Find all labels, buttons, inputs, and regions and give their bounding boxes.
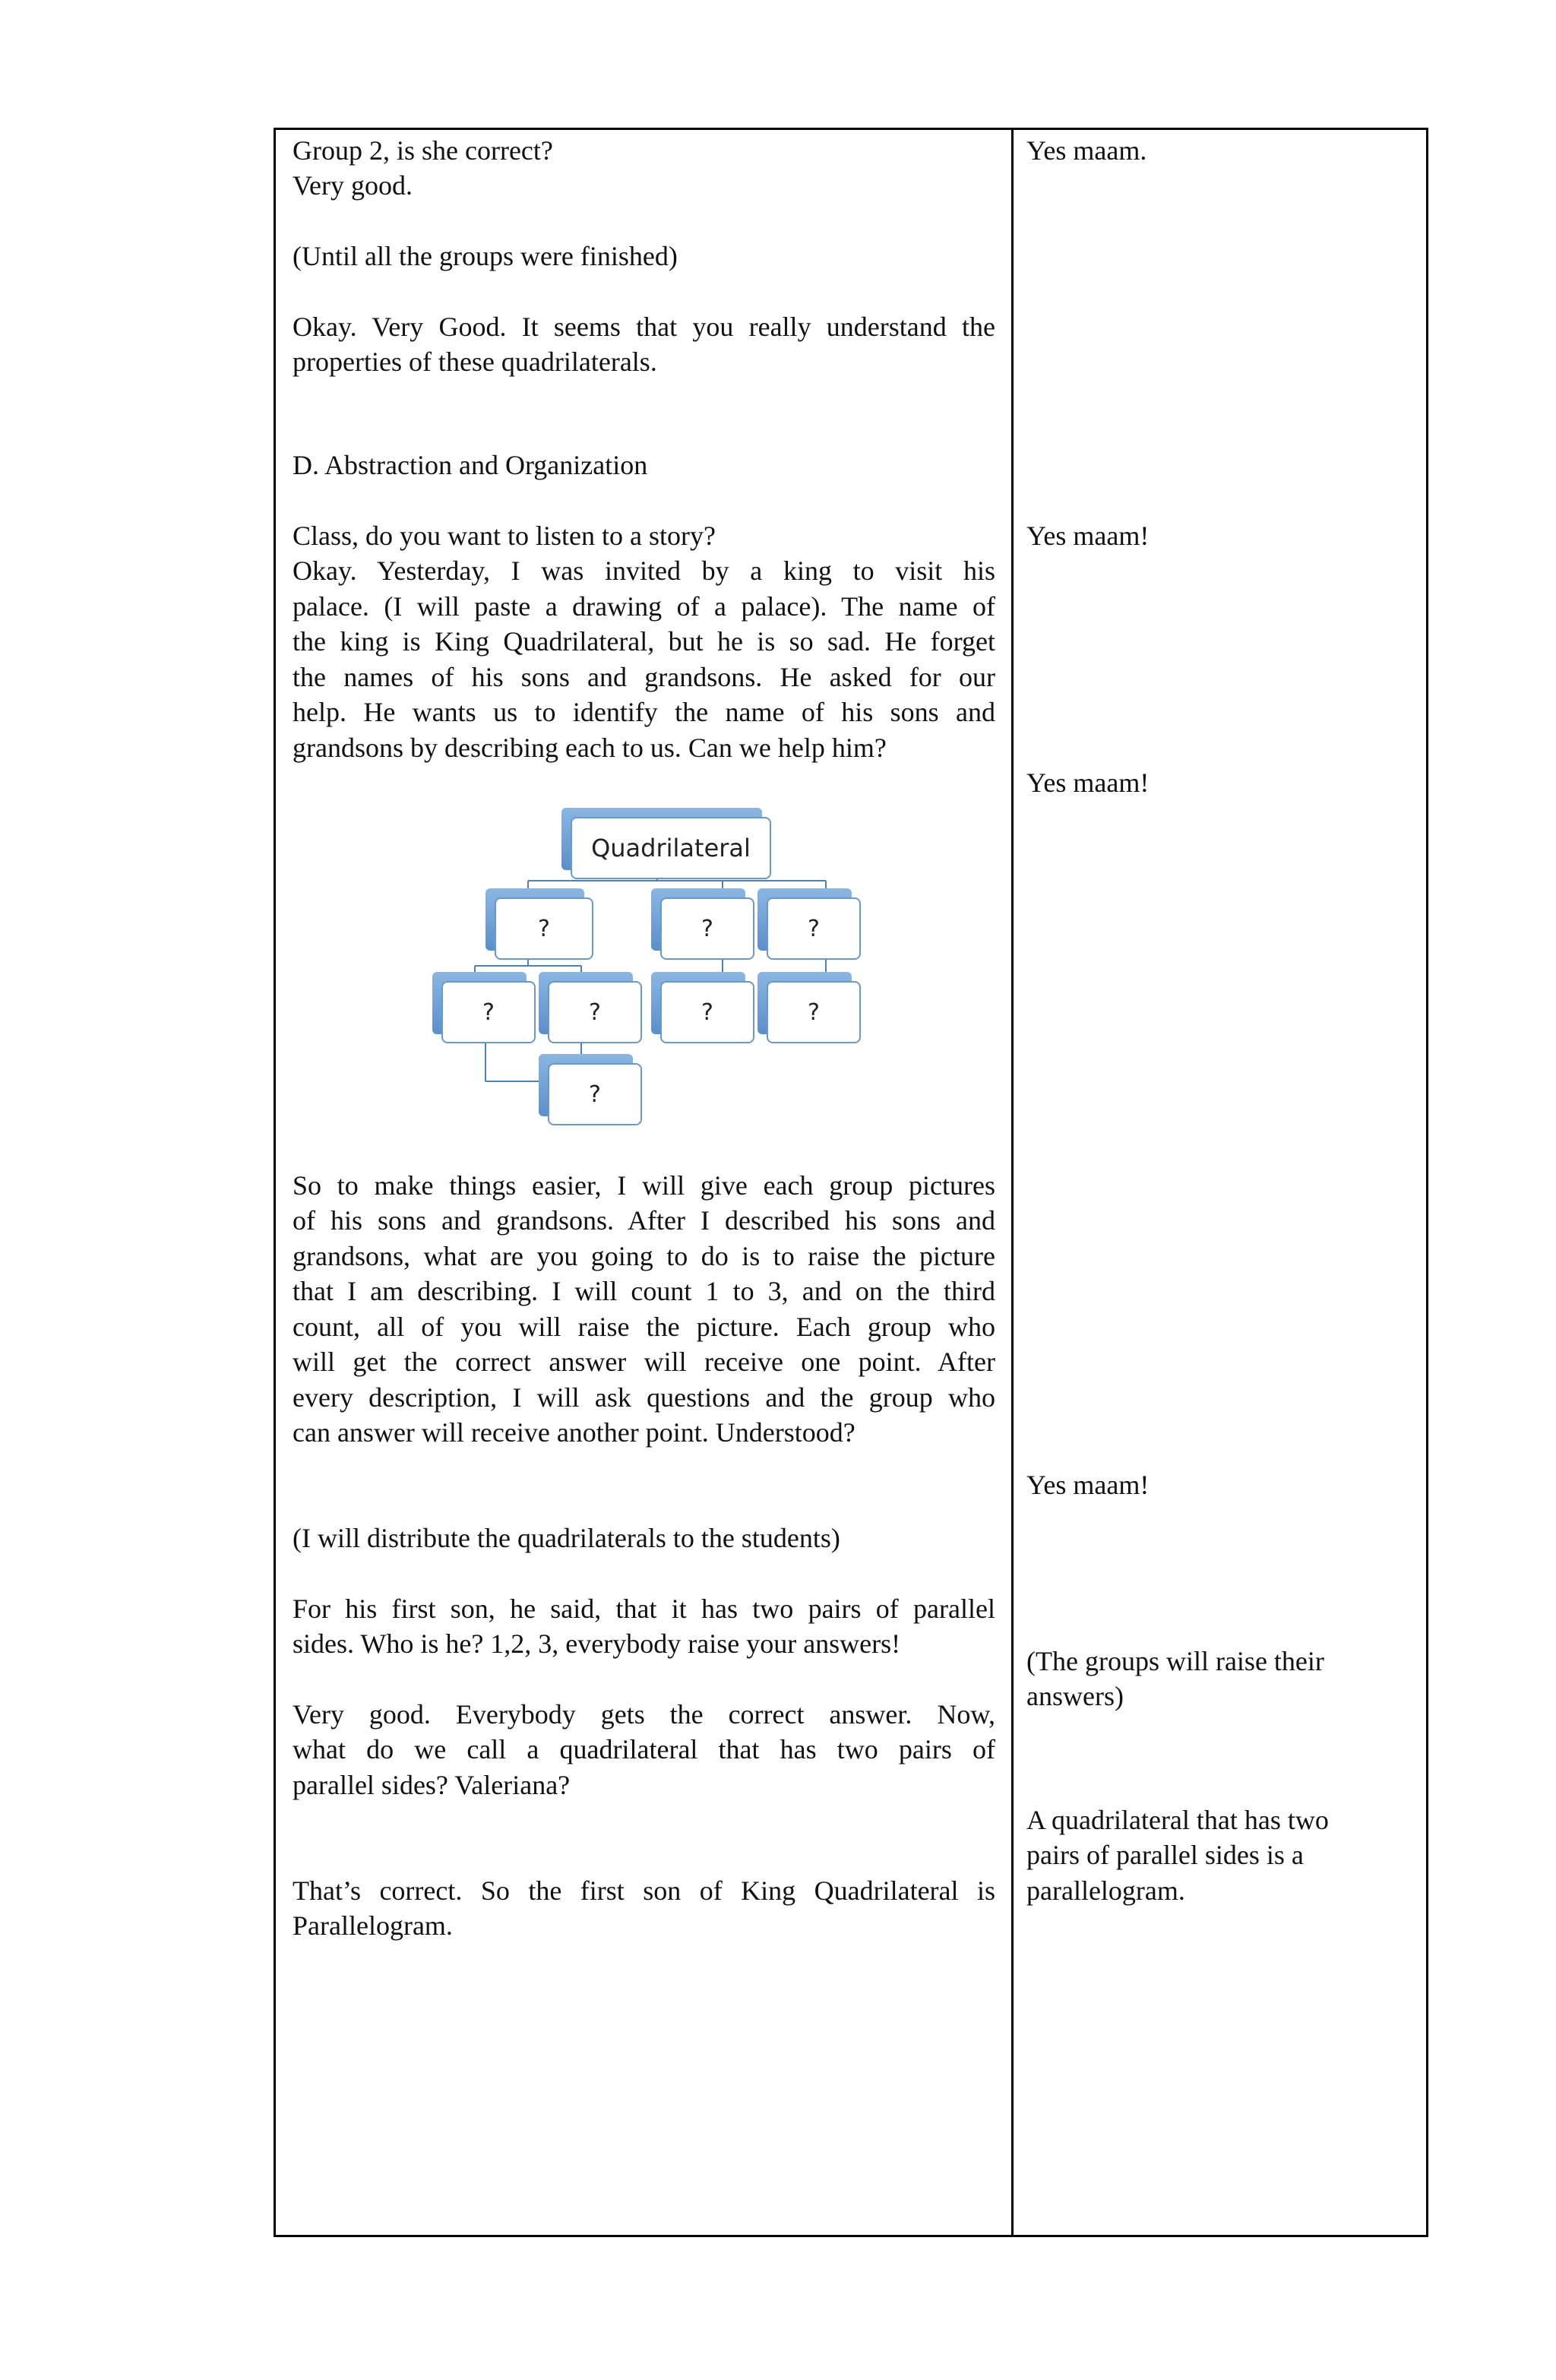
section-heading: D. Abstraction and Organization xyxy=(293,450,648,480)
diagram-node-grandson xyxy=(757,972,861,1043)
diagram-node-grandson xyxy=(651,972,754,1043)
diagram-node-son xyxy=(651,888,754,960)
properties-text: properties of these quadrilaterals. xyxy=(293,347,657,377)
node-label: ? xyxy=(589,1081,601,1108)
instruction-line: of his sons and grandsons. After I described his sons and xyxy=(293,1205,995,1236)
student-response: Yes maam! xyxy=(1026,1470,1150,1500)
instruction-line: So to make things easier, I will give each group pictures xyxy=(293,1170,995,1201)
very-good-line: Very good. Everybody gets the correct answer. Now, xyxy=(293,1699,995,1730)
student-response: pairs of parallel sides is a xyxy=(1026,1840,1304,1870)
node-label: ? xyxy=(482,999,495,1026)
very-good-line: what do we call a quadrilateral that has two pairs of xyxy=(293,1734,995,1764)
instruction-line: that I am describing. I will count 1 to 3, and on the third xyxy=(293,1276,995,1306)
node-label: ? xyxy=(701,915,713,942)
node-label: ? xyxy=(589,999,601,1026)
lesson-plan-table xyxy=(274,128,1428,2237)
distribute-text: (I will distribute the quadrilaterals to the students) xyxy=(293,1523,840,1553)
story-line: the names of his sons and grandsons. He asked for our xyxy=(293,662,995,692)
diagram-node-great-grandson xyxy=(539,1054,642,1125)
node-label: ? xyxy=(538,915,550,942)
story-line: Class, do you want to listen to a story? xyxy=(293,521,716,551)
story-line: grandsons by describing each to us. Can we help him? xyxy=(293,733,887,763)
diagram-node-son xyxy=(757,888,861,960)
story-line: palace. (I will paste a drawing of a palace). The name of xyxy=(293,591,995,622)
diagram-connectors xyxy=(276,130,1011,1194)
first-son-line: sides. Who is he? 1,2, 3, everybody raise your answers! xyxy=(293,1628,901,1659)
until-finished-text: (Until all the groups were finished) xyxy=(293,241,678,271)
instruction-line: every description, I will ask questions and the group who xyxy=(293,1382,995,1413)
student-response: Yes maam! xyxy=(1026,521,1150,551)
node-label: ? xyxy=(808,999,820,1026)
student-response: A quadrilateral that has two xyxy=(1026,1805,1329,1835)
node-label: ? xyxy=(701,999,713,1026)
node-label: ? xyxy=(808,915,820,942)
very-good-text: Very good. xyxy=(293,170,413,201)
diagram-node-grandson xyxy=(432,972,536,1043)
student-response: answers) xyxy=(1026,1681,1124,1711)
story-line: the king is King Quadrilateral, but he is so sad. He forget xyxy=(293,626,995,657)
correct-line: That’s correct. So the first son of King Quadrilateral is xyxy=(293,1875,995,1906)
diagram-node-son xyxy=(485,888,593,960)
group2-question: Group 2, is she correct? xyxy=(293,135,553,166)
student-response: Yes maam. xyxy=(1026,135,1147,166)
instruction-line: will get the correct answer will receive one point. After xyxy=(293,1347,995,1377)
diagram-node-quadrilateral xyxy=(561,808,771,879)
instruction-line: grandsons, what are you going to do is to raise the picture xyxy=(293,1241,995,1271)
node-label: Quadrilateral xyxy=(591,834,751,862)
student-response: (The groups will raise their xyxy=(1026,1646,1324,1676)
instruction-line: count, all of you will raise the picture. Each group who xyxy=(293,1312,995,1342)
okay-very-good-text: Okay. Very Good. It seems that you really understand the xyxy=(293,312,995,342)
diagram-node-grandson xyxy=(539,972,642,1043)
instruction-line: can answer will receive another point. Understood? xyxy=(293,1417,855,1448)
student-response: Yes maam! xyxy=(1026,767,1150,798)
column-divider xyxy=(1011,130,1014,2235)
correct-line: Parallelogram. xyxy=(293,1910,453,1941)
story-line: help. He wants us to identify the name of his sons and xyxy=(293,697,995,727)
quadrilateral-hierarchy-diagram xyxy=(276,130,1011,1194)
story-line: Okay. Yesterday, I was invited by a king to visit his xyxy=(293,555,995,586)
first-son-line: For his first son, he said, that it has two pairs of parallel xyxy=(293,1594,995,1624)
very-good-line: parallel sides? Valeriana? xyxy=(293,1770,571,1800)
student-response: parallelogram. xyxy=(1026,1875,1185,1906)
